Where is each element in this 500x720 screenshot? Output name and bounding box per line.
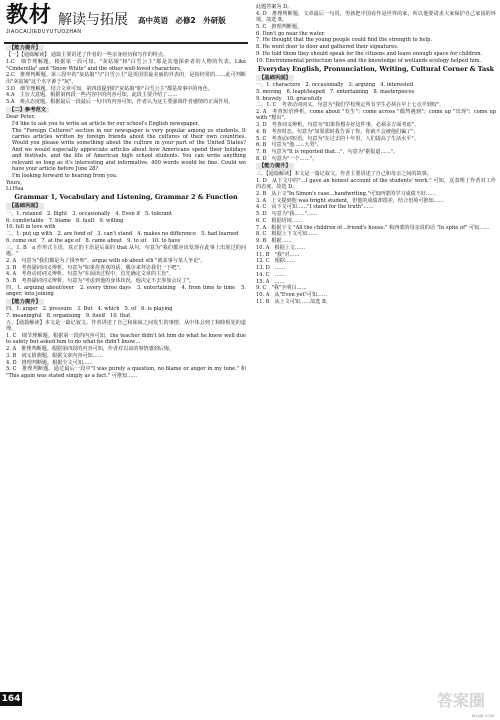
header	[6, 4, 246, 44]
answer-text: 2. A 考查短语辨析。come about "发生"；come across "偶然遇到"；come up "出现"；come up with "想出"。	[256, 109, 496, 122]
answer-text: 7. A 根据下文 "All the children of…friend's house." 和西蒙的母亲说的话 "In spite of" 可知……	[256, 224, 490, 231]
section-label: 【能力提升】	[6, 299, 44, 305]
answer-text: 10. A 根据上文……	[256, 244, 306, 251]
answer-text: 3. A 上文提到他 was bright student，但他的成绩却很差，结合语境可推知……	[256, 197, 444, 204]
section-label: 【基础巩固】	[6, 203, 44, 209]
letter-signature: Li Hua	[6, 186, 24, 193]
letter-salutation: Dear Peter,	[6, 114, 35, 121]
answer-text: 五、【通篇解读】本文是一篇记叙文。作者讲述了自己和妹妹之间发生的事情，从中体会到了和睦相处的道理。	[6, 319, 246, 333]
letter-closing: Yours,	[6, 179, 22, 186]
answer-text: 5. C 推理判断题。通过最后一段中"I was purely a question, no blame or anger in my tone." 和 "This again was stated simply as a fact." 可推知……	[6, 366, 246, 379]
answer-text: 11. B "我"对……	[256, 251, 300, 258]
answer-text: 8. C 根据上下文可知……	[256, 231, 318, 238]
answer-text: 5. C 推理判断题。	[256, 23, 303, 30]
answer-text: 5. B 考查副词词义辨析。句意为"考虑到他的身体状况，他决定不去参加会议了"。	[6, 278, 195, 284]
answer-text: 一、1. characters 2. occasionally 3. arguing 4. interested	[256, 82, 414, 89]
answer-text: 1. C 细节理解题。根据第一段的内容可知，the teacher didn't let him do what he knew well due to safety but asked him to do what he didn't know…	[6, 332, 246, 346]
answer-text: 【一】【通篇解读】 通篇主要讲述了作者的一些亲身经历和写作的特点。	[6, 52, 169, 59]
answer-text: 二、1. C 考查动词词义。句意为"我们学校规定所有学生必须在早上七点半到校"。	[256, 102, 445, 109]
answer-text: 4.A 主旨大意题。根据第四段一些内容中的内容可知，此段主要介绍了……	[6, 92, 178, 99]
section-label: 【能力提升】	[6, 45, 44, 51]
logo-pinyin: JIAOCAIJIEDUYUTUOZHAN	[6, 29, 82, 35]
answer-text: 四、1. anger 2. pressure 3. But 4. which 5. of 6. is playing	[6, 306, 173, 313]
answer-text: 10. A 从"Even yet"可知……	[256, 292, 328, 299]
answer-text: 1. D 从下文中的"…I gave an honest account of the students' work." 可知，这表明了作者对工作的态度，故选 D。	[256, 177, 496, 191]
answer-text: 二、1. put up with 2. are fond of 3. can't stand 4. makes no difference 5. had learned	[6, 231, 239, 238]
answer-text: 5. moving 6. leapt/leaped 7. entertaining 8. masterpieces	[256, 88, 415, 95]
answer-text: 7. He thought that the young people could find the strength to help.	[256, 37, 433, 44]
answer-text: 10. fell in love with	[6, 224, 56, 231]
answer-text: 3. D 考查词义辨析。句意为"如果你想办好这件事，必须多方面考虑"。	[256, 122, 419, 129]
letter-body: I'd like to ask you to write an article for our school's English newspaper.	[12, 120, 200, 127]
page-number: 164	[1, 694, 21, 704]
letter-body: I'm looking forward to hearing from you.	[12, 172, 118, 179]
answer-text: 6. come out 7. at the age of 8. came about 9. to sit 10. to have	[6, 237, 181, 244]
answer-text: 2. A 句意为"我们都是为了钱争吵"，argue with sb about sth "就某事与某人争论"。	[6, 257, 206, 264]
answer-text: 5.A 观点态度题。根据最后一段最后一句中的内容可知，作者认为这主要强调作者感情的正面作用。	[6, 99, 234, 106]
answer-text: 11. B 从上文可知……故选 B。	[256, 298, 331, 305]
answer-text: 2. B 从上文"In Simon's case…handwriting."可知西蒙的学习成绩不好……	[256, 190, 437, 197]
answer-text: 12. C 根据……	[256, 258, 296, 265]
answer-text: 3.D 细节理解题。结合文章可知，第四段提到的"灰姑娘"和"白雪公主"都是故事中的角色。	[6, 85, 213, 92]
answer-text: 5. C 考查动词短语。句意为"在过去的十年里，人们提高了生活水平"。	[256, 135, 419, 142]
answer-text: 2.C 推理判断题。第三段中的"灰姑娘"与"白雪公主"是英国里最美丽的外表的，是指经常的……此可判断出"灰姑娘"这个名字源于"灰"。	[6, 72, 246, 85]
answer-text: 3. B 考查副词词义辨析。句意为"如果你喜欢的话，偶尔来拜访我们一下吧"。	[6, 264, 184, 271]
answer-text: 4. D 推理判断题。根据全文可知……	[6, 359, 93, 366]
answer-text: 8. He went door to door and gathered their signatures.	[256, 44, 399, 51]
answer-text: 4. A 考查动词词义辨析。句意为"在阅读过程中，首先确定文章的主旨"。	[6, 271, 174, 278]
answer-text: 9. B 根据……	[256, 238, 292, 245]
answer-text: 9. bravely 10. gracefully	[256, 95, 323, 102]
answer-text: 6. Don't go near the water.	[256, 30, 326, 37]
section-label: 【基础巩固】	[256, 75, 294, 81]
answer-text: 13. D ……	[256, 265, 286, 272]
answer-text: 9. C "我"全明白……	[256, 285, 307, 292]
watermark-logo: 答案圈	[436, 691, 485, 710]
answer-text: 8. D 句意为"一个……"。	[256, 155, 318, 162]
right-column	[256, 4, 496, 306]
answer-text: 6. C 根据语境……	[256, 217, 303, 224]
answer-text: 7. meaningful 8. organising 9. itself 10. that	[6, 312, 131, 319]
unit-heading: Everyday English, Pronunciation, Writing, Cultural Corner & Task	[257, 64, 495, 73]
answer-text: 15. A ……	[256, 278, 285, 285]
answer-text: 7. B 句意为"It is reported that…"，句意为"据报道……"。	[256, 149, 399, 156]
section-label: 【能力提升】	[256, 163, 294, 169]
logo-title: 教材	[6, 3, 53, 28]
answer-text: 5. D 句意为"我……"……	[256, 211, 318, 218]
watermark-url: MXQE.COM	[471, 713, 494, 718]
section-label: 【二】参考范文	[6, 107, 49, 113]
answer-text: 3. B 词义猜测题。根据文章内容可知……	[6, 352, 103, 359]
answer-text: 9. He told them they should speak for the citizens and leave enough space for children.	[256, 50, 483, 57]
answer-text: 4. B 考查时态。句意为"如果那时我告诉了你，你就不会被他们骗了"。	[256, 128, 419, 135]
answer-text: 四、1. arguing about/over 2. every three days 3. entertaining 4. from time to time 5. anger; into joining	[6, 284, 246, 298]
answer-text: 三、1. B a 作形式主语，真正的主语是后面的 that 从句。句意为"我们都应该发现在此事上出现过的问题。"	[6, 244, 246, 257]
answer-text: 6. B 句意为"他……大哭"。	[256, 142, 322, 149]
answer-text: 此题答案为 D。	[256, 4, 293, 10]
answer-text: 4. C 由下文可知……"I stand for the truth"……	[256, 204, 374, 211]
answer-text: 14. C ……	[256, 271, 285, 278]
left-column	[6, 44, 246, 379]
answer-text: 4. D 推理判断题。文章最后一句说，男孩把中国看作是世界的家，所以他要请求大家保护自己家园的环境，故选 B。	[256, 10, 496, 24]
answer-text: 2. A 推理判断题。根据第四段的内容可知，作者对以前的事情感到后悔。	[6, 346, 175, 353]
answer-text: 6. comfortable 7. blame 8. fault 9. willing	[6, 217, 124, 224]
letter-body: The "Foreign Cultures" section in our newspaper is very popular among us students. It carries articles written by foreign friends about the cultures of their own countries. Would you please write something about the culture in your part of the United States? And we would especially appreciate articles about how Americans spend their holidays and festivals, and the life of American high school students. You can write anything relevant so long as it's interesting and informative. 400 words would be fine. Could we have your article before June 28?	[12, 127, 246, 173]
book-info: 高中英语 必修2 外研版	[138, 16, 226, 25]
answer-text: 10. Environmental protection laws and the knowledge of wetlands ecology helped him.	[256, 57, 482, 64]
answer-text: 1.C 细节理解题。根据第一段可知，"灰姑娘"和"白雪公主"都是其他探索者的人物的代表。Like "Cinderella" and "Snow White" and the other well-loved characters。	[6, 59, 246, 72]
unit-heading: Grammar 1, Vocabulary and Listening, Grammar 2 & Function	[14, 193, 238, 202]
answer-text: 一、1. relaxed 2. flight 3. occasionally 4. Even if 5. tolerant	[6, 210, 172, 217]
answer-text: 三、【通篇解读】本文是一篇记叙文。作者主要讲述了自己和母亲之间的故事。	[256, 170, 432, 177]
logo-subtitle: 解读与拓展	[58, 12, 128, 28]
